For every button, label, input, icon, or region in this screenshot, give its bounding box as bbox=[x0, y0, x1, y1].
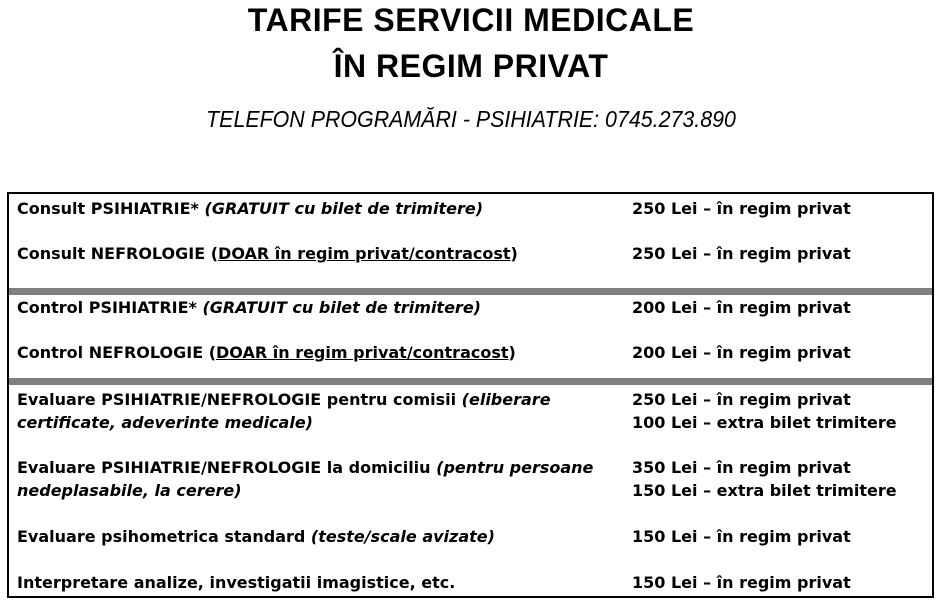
service-note: (teste/scale avizate) bbox=[310, 527, 495, 546]
service-cell bbox=[17, 525, 617, 548]
service-note: (eliberare bbox=[461, 390, 551, 409]
service-name: Interpretare analize, investigatii imagistice, etc. bbox=[17, 573, 456, 592]
section-divider bbox=[9, 288, 932, 295]
service-close: ) bbox=[510, 244, 518, 263]
service-name: Consult NEFROLOGIE ( bbox=[17, 244, 219, 263]
service-note-continued: certificate, adeverinte medicale) bbox=[17, 413, 313, 432]
price-cell: 200 Lei – în regim privat bbox=[632, 298, 851, 317]
section-divider bbox=[9, 378, 932, 385]
service-cell bbox=[17, 456, 617, 502]
price-line-extra: 150 Lei – extra bilet trimitere bbox=[632, 481, 897, 500]
price-cell: 250 Lei – în regim privat bbox=[632, 199, 851, 218]
service-cell bbox=[17, 388, 617, 434]
service-note-continued: nedeplasabile, la cerere) bbox=[17, 481, 242, 500]
service-cell bbox=[17, 341, 617, 364]
service-note: (pentru persoane bbox=[436, 458, 594, 477]
service-name: Evaluare PSIHIATRIE/NEFROLOGIE la domiciliu bbox=[17, 458, 431, 477]
service-name: Consult PSIHIATRIE* bbox=[17, 199, 199, 218]
price-table bbox=[7, 192, 934, 598]
price-line: 250 Lei – în regim privat bbox=[632, 390, 851, 409]
page-title-line-1: TARIFE SERVICII MEDICALE bbox=[247, 2, 695, 38]
page-title-line-2: ÎN REGIM PRIVAT bbox=[333, 48, 609, 84]
service-note: (GRATUIT cu bilet de trimitere) bbox=[202, 298, 481, 317]
service-name: Control PSIHIATRIE* bbox=[17, 298, 197, 317]
service-cell bbox=[17, 242, 617, 265]
price-cell: 150 Lei – în regim privat bbox=[632, 527, 851, 546]
service-name: Evaluare PSIHIATRIE/NEFROLOGIE pentru comisii bbox=[17, 390, 457, 409]
phone-appointments: TELEFON PROGRAMĂRI - PSIHIATRIE: 0745.273.890 bbox=[206, 106, 736, 132]
service-cell bbox=[17, 197, 617, 220]
service-underlined-note: DOAR în regim privat/contracost bbox=[216, 343, 509, 362]
price-cell bbox=[632, 388, 932, 434]
service-close: ) bbox=[508, 343, 516, 362]
service-name: Control NEFROLOGIE ( bbox=[17, 343, 217, 362]
service-note: (GRATUIT cu bilet de trimitere) bbox=[204, 199, 484, 218]
service-cell bbox=[17, 296, 617, 319]
service-name: Evaluare psihometrica standard bbox=[17, 527, 306, 546]
price-cell: 250 Lei – în regim privat bbox=[632, 244, 851, 263]
service-underlined-note: DOAR în regim privat/contracost bbox=[218, 244, 511, 263]
price-line: 350 Lei – în regim privat bbox=[632, 458, 851, 477]
service-cell bbox=[17, 571, 617, 594]
price-line-extra: 100 Lei – extra bilet trimitere bbox=[632, 413, 897, 432]
price-cell bbox=[632, 456, 932, 502]
price-cell: 150 Lei – în regim privat bbox=[632, 573, 851, 592]
price-cell: 200 Lei – în regim privat bbox=[632, 343, 851, 362]
